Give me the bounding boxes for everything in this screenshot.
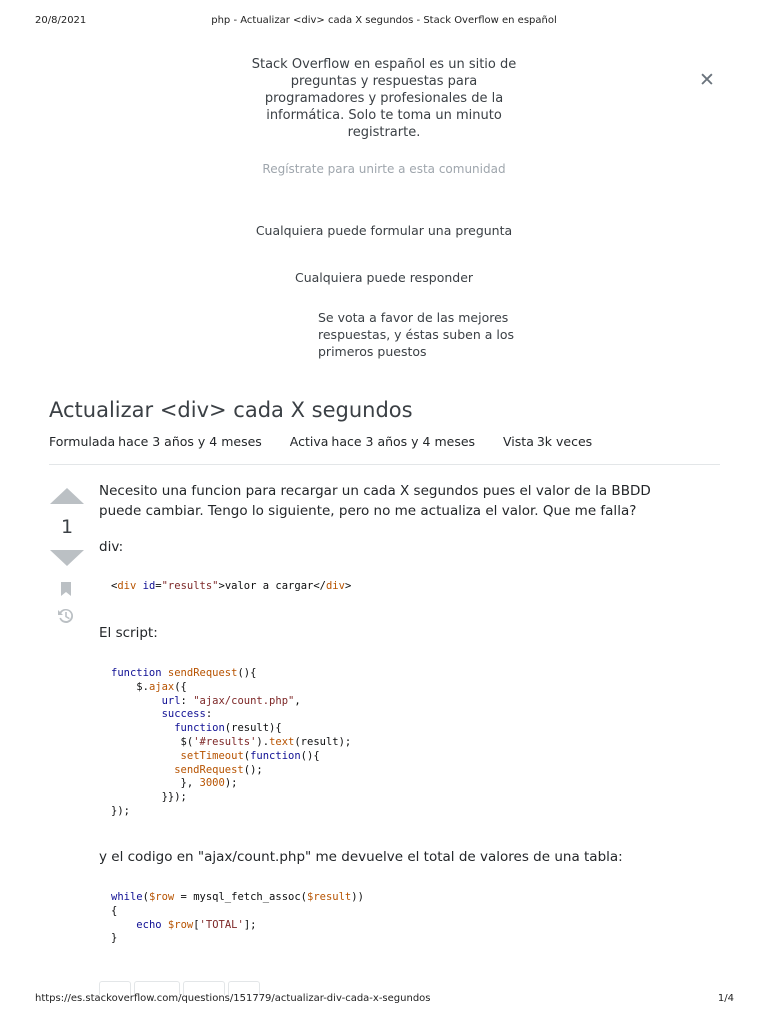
print-url: https://es.stackoverflow.com/questions/151779/actualizar-div-cada-x-segundos [35, 993, 431, 1004]
close-banner-button[interactable]: ✕ [699, 69, 715, 91]
question-paragraph: Necesito una funcion para recargar un cada X segundos pues el valor de la BBDD puede cambiar. Tengo lo siguiente, pero no me actualiza el valor. Que me falla? [99, 483, 651, 519]
question-meta [49, 434, 616, 449]
asked-label: Formulada [49, 434, 116, 449]
code-block-script: function sendRequest(){ $.ajax({ url: "ajax/count.php", success: function(result){ $('#results').text(result); setTimeout(function(){ sendRequest(); }, 3000); }}); }); [111, 667, 352, 817]
code-block-div: <div id="results">valor a cargar</div> [111, 580, 352, 592]
upvote-button[interactable] [50, 488, 84, 504]
question-paragraph: y el codigo en "ajax/count.php" me devuelve el total de valores de una tabla: [99, 849, 623, 865]
active-label: Activa [289, 434, 329, 449]
join-community-link[interactable]: Regístrate para unirte a esta comunidad [262, 162, 506, 176]
signup-banner-text: Stack Overflow en español es un sitio de preguntas y respuestas para programadores y profesionales de la informática. Solo te toma un minuto registrarte. [251, 57, 517, 140]
feature-answer: Cualquiera puede responder [294, 270, 474, 285]
asked-value: hace 3 años y 4 meses [118, 434, 262, 449]
code-block-php: while($row = mysql_fetch_assoc($result)) { echo $row['TOTAL']; } [111, 891, 364, 945]
viewed-label: Vista [503, 434, 534, 449]
downvote-button[interactable] [50, 550, 84, 566]
vote-count: 1 [60, 516, 74, 538]
question-paragraph: div: [99, 539, 124, 555]
bookmark-icon[interactable] [58, 580, 74, 598]
print-page-number: 1/4 [717, 993, 734, 1004]
viewed-value: 3k veces [536, 434, 593, 449]
print-date: 20/8/2021 [35, 15, 87, 26]
history-icon[interactable] [56, 606, 76, 626]
question-title[interactable]: Actualizar <div> cada X segundos [49, 398, 413, 422]
question-paragraph: El script: [99, 625, 158, 641]
divider [49, 464, 720, 465]
active-value[interactable]: hace 3 años y 4 meses [331, 434, 476, 449]
feature-ask: Cualquiera puede formular una pregunta [255, 223, 513, 238]
feature-vote: Se vota a favor de las mejores respuestas, y éstas suben a los primeros puestos [318, 310, 514, 359]
print-title: php - Actualizar <div> cada X segundos - Stack Overflow en español [211, 15, 557, 26]
